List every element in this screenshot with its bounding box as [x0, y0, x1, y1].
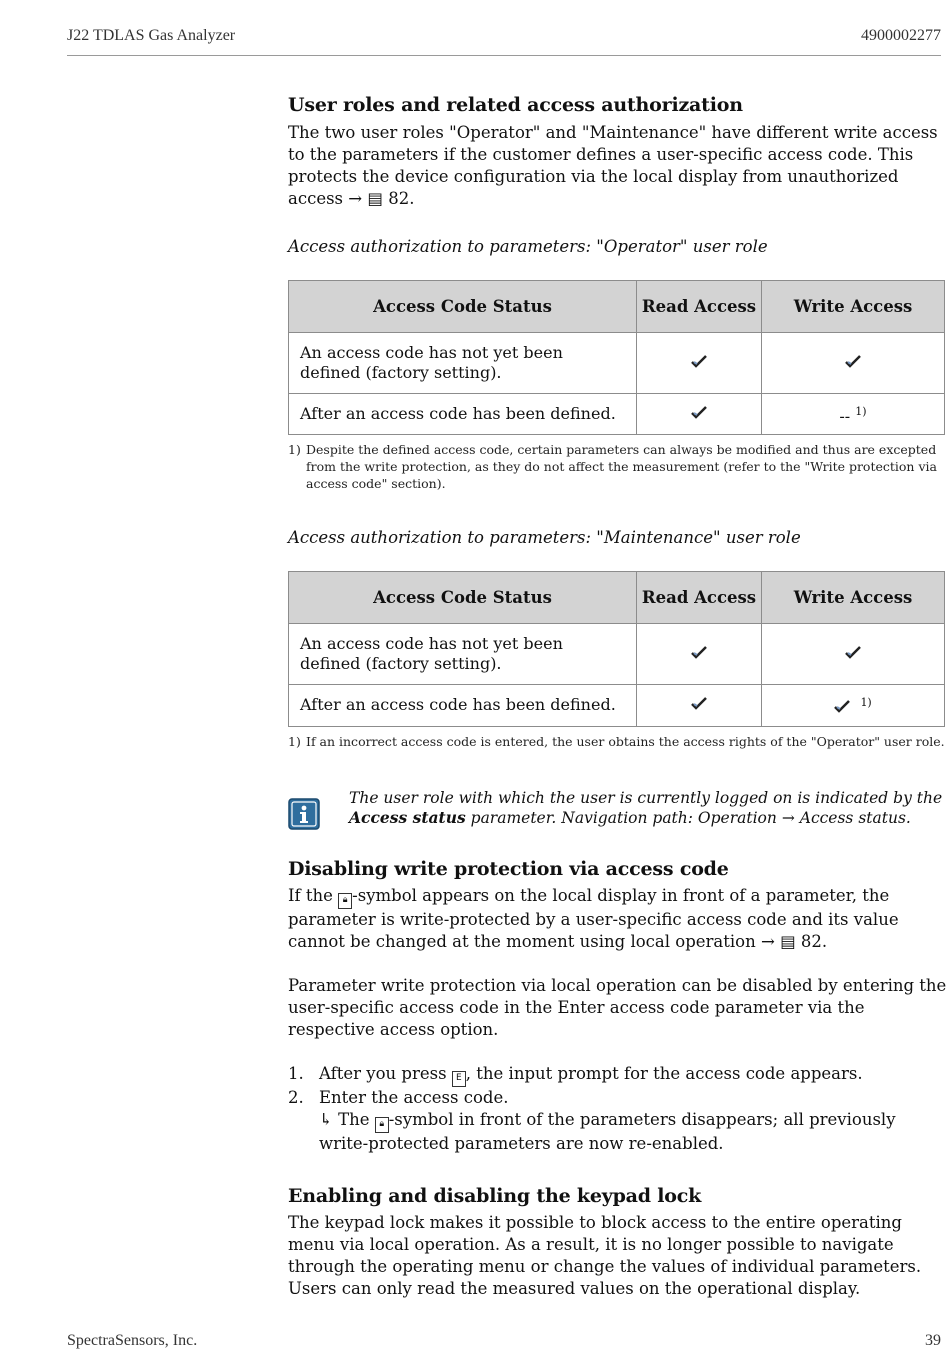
read-access-cell	[637, 333, 762, 394]
page-reference-icon: ▤	[367, 189, 383, 208]
result-text: -symbol in front of the parameters disappears; all previously write-protected parameters are now re-enabled.	[319, 1109, 896, 1153]
table-row	[289, 685, 945, 726]
footnote-number: 1)	[288, 733, 301, 749]
write-protection-paragraph	[288, 885, 948, 953]
column-header: Read Access	[637, 281, 762, 333]
list-item	[288, 1063, 948, 1087]
maintenance-table-caption: Access authorization to parameters: "Maintenance" user role	[288, 528, 801, 548]
read-access-cell	[637, 685, 762, 726]
operator-access-table	[288, 280, 945, 435]
column-header: Read Access	[637, 572, 762, 624]
table-row	[289, 624, 945, 685]
info-text: Access status.	[799, 808, 911, 827]
step-text: Enter the access code.	[319, 1087, 509, 1107]
access-code-status-cell: After an access code has been defined.	[289, 394, 637, 435]
step-number: 2.	[288, 1087, 304, 1107]
table-row	[289, 333, 945, 394]
checkmark-icon	[845, 354, 861, 368]
footnote-marker: 1)	[860, 696, 872, 710]
write-access-cell	[762, 685, 945, 726]
operator-table-caption: Access authorization to parameters: "Operator" user role	[288, 237, 768, 256]
arrow-right-icon: →	[348, 189, 363, 208]
table-row	[289, 394, 945, 435]
access-status-term: Access status	[349, 807, 466, 827]
document-title: J22 TDLAS Gas Analyzer	[67, 27, 236, 44]
enter-key-icon: E	[452, 1071, 466, 1087]
maintenance-access-table	[288, 571, 945, 726]
info-text: The user role with which the user is currently logged on is indicated by the	[349, 788, 943, 807]
section-heading-keypad-lock: Enabling and disabling the keypad lock	[288, 1184, 702, 1207]
read-access-cell	[637, 394, 762, 435]
no-access-dash: --	[839, 406, 851, 426]
company-name: SpectraSensors, Inc.	[67, 1332, 198, 1349]
column-header: Write Access	[762, 281, 945, 333]
section-heading-user-roles: User roles and related access authorization	[288, 94, 743, 116]
info-text: parameter. Navigation path: Operation	[470, 808, 777, 827]
footnote-number: 1)	[288, 442, 301, 458]
checkmark-icon	[691, 645, 707, 659]
footnote-marker: 1)	[855, 405, 867, 418]
step-text: , the input prompt for the access code appears.	[465, 1063, 863, 1083]
arrow-right-icon: →	[781, 808, 795, 827]
maintenance-table-footnote	[288, 733, 948, 750]
column-header: Access Code Status	[289, 281, 637, 333]
checkmark-icon	[845, 645, 861, 659]
read-access-cell	[637, 624, 762, 685]
user-roles-intro	[288, 122, 948, 210]
document-number: 4900002277	[861, 27, 941, 44]
checkmark-icon	[834, 699, 850, 713]
steps-list	[288, 1063, 948, 1155]
footnote-text: Despite the defined access code, certain parameters can always be modified and thus are excepted from the write protection, as they do not affect the measurement (refer to the "Write protection via access code" section).	[306, 442, 937, 492]
checkmark-icon	[691, 405, 707, 419]
list-item	[288, 1087, 948, 1155]
info-icon	[288, 788, 349, 834]
column-header: Access Code Status	[289, 572, 637, 624]
access-code-status-cell: An access code has not yet been defined (factory setting).	[289, 333, 637, 394]
result-text: The	[338, 1109, 370, 1129]
lock-symbol-icon: 🔒︎	[375, 1117, 389, 1133]
page-footer	[67, 1332, 941, 1350]
page-ref: 82.	[800, 931, 828, 951]
operator-table-footnote	[288, 441, 948, 492]
paragraph-text: -symbol appears on the local display in front of a parameter, the parameter is write-protected by a user-specific access code and its value cannot be changed at the moment using local operation	[288, 885, 899, 951]
result-arrow-icon: ↳	[319, 1109, 333, 1129]
disable-protection-paragraph: Parameter write protection via local operation can be disabled by entering the user-specific access code in the Enter access code parameter via the respective access option.	[288, 975, 947, 1039]
checkmark-icon	[691, 354, 707, 368]
access-code-status-cell: After an access code has been defined.	[289, 685, 637, 726]
keypad-lock-paragraph: The keypad lock makes it possible to block access to the entire operating menu via local operation. As a result, it is no longer possible to navigate through the operating menu or change the values of individual parameters. Users can only read the measured values on the operational display.	[288, 1212, 922, 1298]
step-number: 1.	[288, 1063, 304, 1083]
write-access-cell	[762, 624, 945, 685]
page-number: 39	[925, 1332, 941, 1349]
page-reference-icon: ▤	[780, 931, 796, 951]
info-note	[288, 788, 948, 834]
table-header-row	[289, 281, 945, 333]
checkmark-icon	[691, 696, 707, 710]
lock-symbol-icon: 🔒︎	[338, 893, 352, 909]
table-header-row	[289, 572, 945, 624]
intro-text: The two user roles "Operator" and "Maintenance" have different write access to the parameters if the customer defines a user-specific access code. This protects the device configuration via the local display from unauthorized access	[288, 123, 938, 208]
page-header	[67, 27, 941, 56]
footnote-text: If an incorrect access code is entered, the user obtains the access rights of the "Operator" user role.	[306, 733, 945, 749]
step-text: After you press	[319, 1063, 447, 1083]
page-content	[288, 92, 948, 1300]
intro-page-ref: 82.	[388, 189, 415, 208]
write-access-cell	[762, 333, 945, 394]
column-header: Write Access	[762, 572, 945, 624]
info-note-text	[349, 788, 948, 834]
paragraph-text: If the	[288, 885, 333, 905]
section-heading-disabling-write-protection: Disabling write protection via access code	[288, 857, 729, 880]
write-access-cell	[762, 394, 945, 435]
access-code-status-cell: An access code has not yet been defined (factory setting).	[289, 624, 637, 685]
arrow-right-icon: →	[760, 931, 775, 951]
